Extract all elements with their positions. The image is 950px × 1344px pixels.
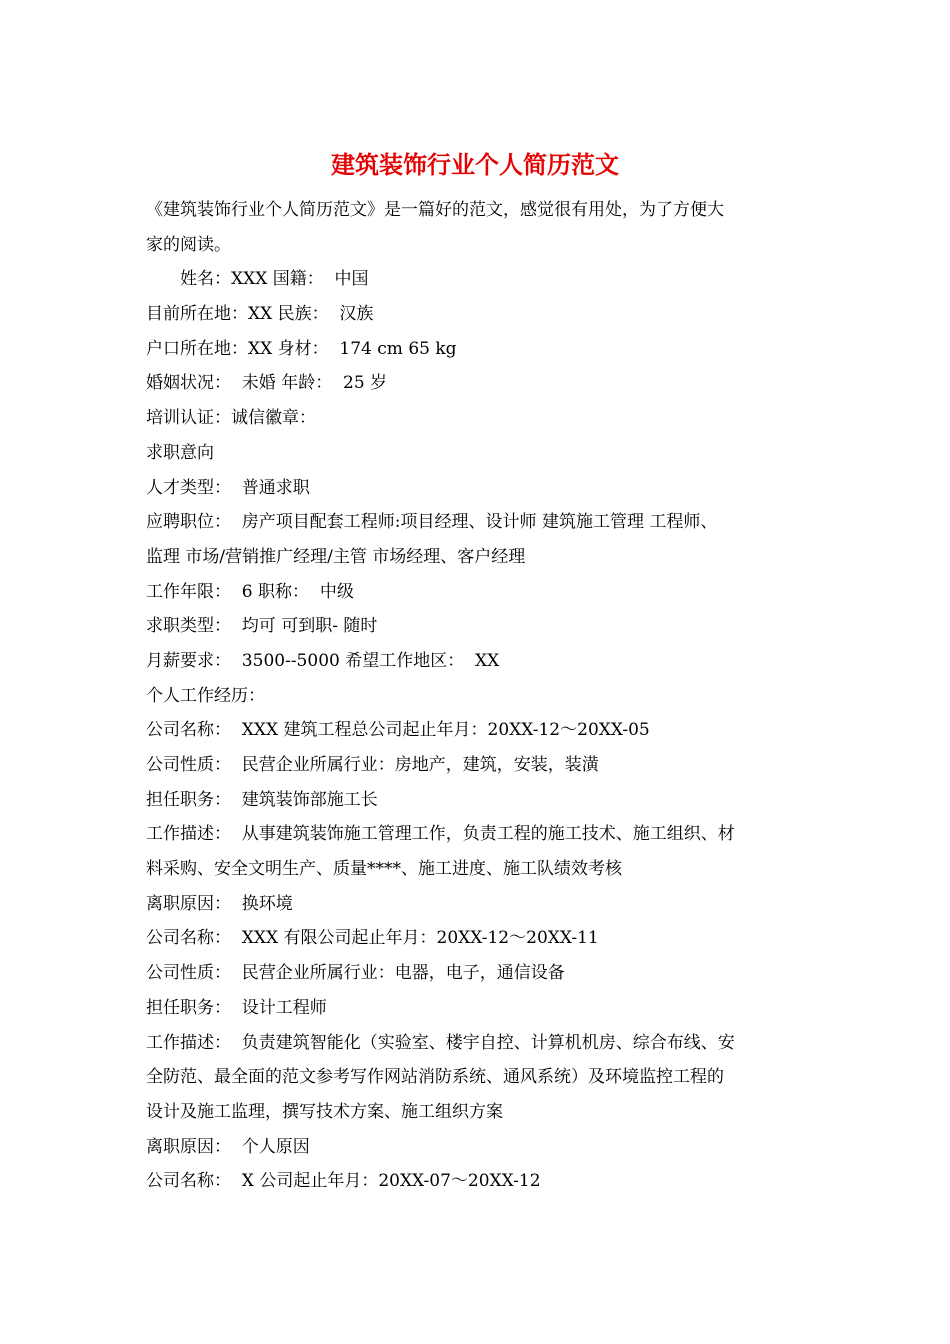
body-line: 全防范、最全面的范文参考写作网站消防系统、通风系统）及环境监控工程的 [146, 1067, 724, 1088]
body-line: 料采购、安全文明生产、质量****、施工进度、施工队绩效考核 [146, 859, 622, 880]
body-line: 担任职务： 设计工程师 [146, 997, 327, 1018]
body-line: 《建筑装饰行业个人简历范文》是一篇好的范文，感觉很有用处，为了方便大 [146, 200, 724, 220]
body-line: 求职意向 [146, 442, 214, 463]
body-line: 设计及施工监理，撰写技术方案、施工组织方案 [146, 1101, 503, 1122]
body-line: 工作描述： 负责建筑智能化（实验室、楼宇自控、计算机机房、综合布线、安 [146, 1032, 735, 1053]
body-line: 监理 市场/营销推广经理/主管 市场经理、客户经理 [146, 546, 526, 567]
document-title: 建筑装饰行业个人简历范文 [331, 150, 619, 179]
body-line: 工作年限： 6 职称： 中级 [146, 581, 354, 602]
body-line: 婚姻状况： 未婚 年龄： 25 岁 [146, 373, 388, 394]
body-line: 姓名：XXX 国籍： 中国 [180, 269, 369, 290]
body-line: 目前所在地：XX 民族： 汉族 [146, 304, 374, 325]
body-line: 培训认证：诚信徽章： [146, 408, 316, 429]
body-line: 人才类型： 普通求职 [146, 477, 310, 498]
body-line: 求职类型： 均可 可到职- 随时 [146, 616, 378, 637]
body-line: 离职原因： 个人原因 [146, 1136, 310, 1157]
body-line: 月薪要求： 3500--5000 希望工作地区： XX [146, 650, 500, 671]
body-line: 户口所在地：XX 身材： 174 cm 65 kg [146, 338, 457, 359]
body-line: 应聘职位： 房产项目配套工程师:项目经理、设计师 建筑施工管理 工程师、 [146, 512, 718, 533]
body-line: 担任职务： 建筑装饰部施工长 [146, 789, 378, 810]
body-line: 公司名称： X 公司起止年月：20XX-07～20XX-12 [146, 1171, 541, 1192]
body-line: 公司名称： XXX 有限公司起止年月：20XX-12～20XX-11 [146, 928, 599, 949]
body-line: 个人工作经历： [146, 685, 265, 706]
body-line: 公司性质： 民营企业所属行业：房地产，建筑，安装，装潢 [146, 755, 599, 775]
body-line: 公司名称： XXX 建筑工程总公司起止年月：20XX-12～20XX-05 [146, 720, 650, 741]
body-line: 家的阅读。 [146, 234, 231, 255]
body-line: 公司性质： 民营企业所属行业：电器，电子，通信设备 [146, 963, 565, 984]
body-line: 工作描述： 从事建筑装饰施工管理工作，负责工程的施工技术、施工组织、材 [146, 824, 735, 845]
body-line: 离职原因： 换环境 [146, 893, 293, 914]
document-body [146, 193, 818, 1199]
